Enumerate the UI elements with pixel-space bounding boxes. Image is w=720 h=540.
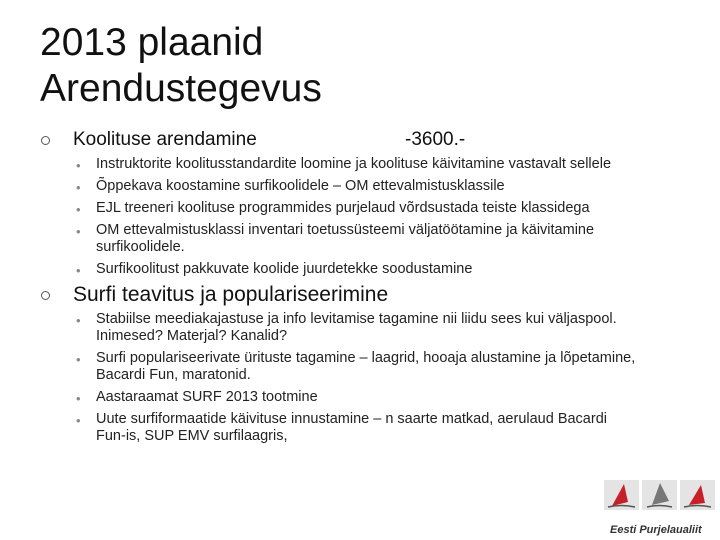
list-item [40,261,640,278]
logo-text: Eesti Purjelaualiit [610,524,702,536]
slide-body [40,128,640,450]
list-item [40,389,640,406]
organization-logo [604,480,716,536]
windsurfer-icon [642,480,677,510]
list-item-text: Instruktorite koolitusstandardite loomine ja koolituse käivitamine vastavalt sellele [96,156,612,172]
list-item-text: Stabiilse meediakajastuse ja info levitamise tagamine nii liidu sees kui väljaspool. Inimesed? Materjal? Kanalid? [96,311,617,344]
title-line-1: 2013 plaanid [40,21,264,64]
ring-bullet-icon [41,291,50,300]
bullet-dot-icon: • [76,263,81,278]
windsurfer-icon [680,480,715,510]
section-heading-text: Surfi teavitus ja populariseerimine [73,283,389,306]
list-item-text: Õppekava koostamine surfikoolidele – OM ettevalmistusklassile [96,178,505,194]
bullet-dot-icon: • [76,313,81,328]
title-line-2: Arendustegevus [40,67,322,110]
list-item [40,411,640,445]
bullet-list [40,311,640,445]
list-item [40,178,640,195]
bullet-dot-icon: • [76,391,81,406]
list-item [40,222,640,256]
list-item-text: Surfi populariseerivate ürituste tagamine – laagrid, hooaja alustamine ja lõpetamine, Bacardi Fun, maratonid. [96,350,636,383]
section-heading-text: Koolituse arendamine [73,129,257,150]
list-item-text: EJL treeneri koolituse programmides purjelaud võrdsustada teiste klassidega [96,200,590,216]
list-item-text: Uute surfiformaatide käivituse innustamine – n saarte matkad, aerulaud Bacardi Fun-is, SUP EMV surfilaagris, [96,411,607,444]
ring-bullet-icon [41,136,50,145]
slide-title [40,20,322,112]
list-item-text: Aastaraamat SURF 2013 tootmine [96,389,318,405]
list-item-text: OM ettevalmistusklassi inventari toetussüsteemi väljatöötamine ja käivitamine surfikoolidele. [96,222,595,255]
windsurfer-icon [604,480,639,510]
bullet-dot-icon: • [76,202,81,217]
list-item [40,311,640,345]
bullet-dot-icon: • [76,180,81,195]
bullet-list [40,156,640,278]
bullet-dot-icon: • [76,352,81,367]
section-training [40,128,640,278]
list-item [40,350,640,384]
budget-amount: -3600.- [405,129,466,150]
bullet-dot-icon: • [76,224,81,239]
list-item [40,156,640,173]
bullet-dot-icon: • [76,158,81,173]
list-item-text: Surfikoolitust pakkuvate koolide juurdetekke soodustamine [96,261,473,277]
section-heading [40,128,640,152]
bullet-dot-icon: • [76,413,81,428]
section-promotion [40,283,640,445]
list-item [40,200,640,217]
logo-tiles [604,480,715,510]
section-heading [40,283,640,307]
